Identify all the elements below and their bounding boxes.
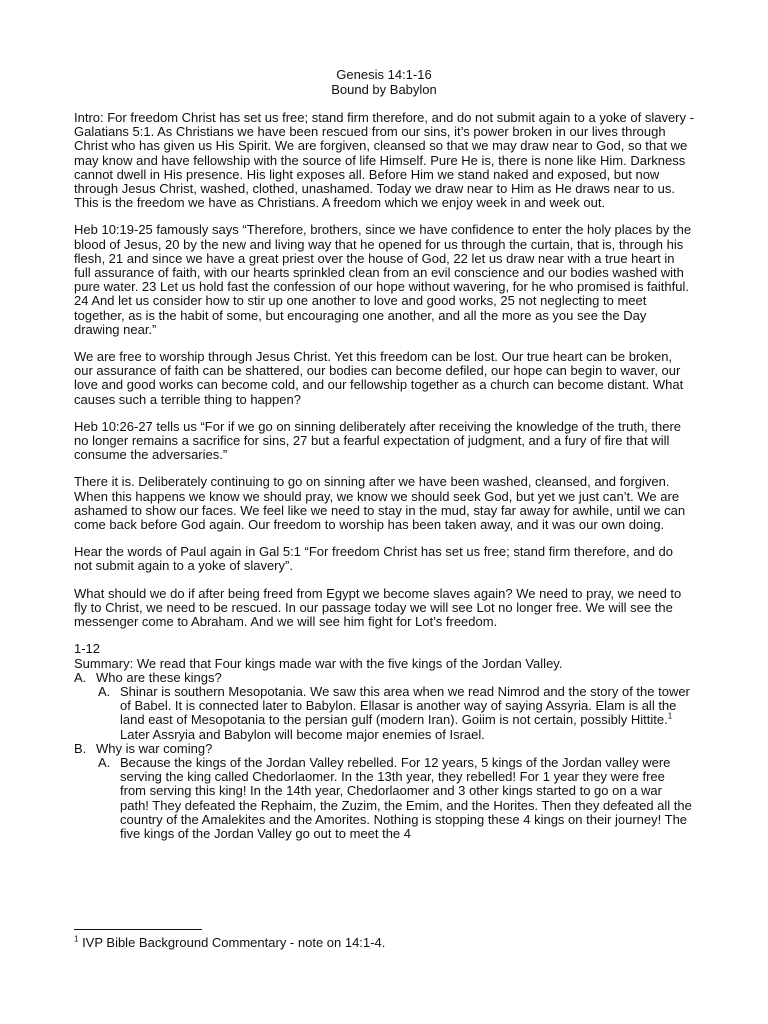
outline-heading: Who are these kings? (96, 669, 222, 685)
summary-line: Summary: We read that Four kings made war with the five kings of the Jordan Valley. (74, 655, 563, 671)
outline-item (74, 742, 694, 756)
footnote-divider (74, 929, 202, 930)
footnote-text: IVP Bible Background Commentary - note on 14:1-4. (78, 935, 386, 950)
outline-item (74, 671, 694, 685)
footnote-marker: 1 (74, 934, 79, 944)
footnote (74, 935, 385, 950)
document-subtitle: Bound by Babylon (331, 82, 437, 97)
section-label: 1-12 (74, 641, 101, 657)
body-paragraph: Hear the words of Paul again in Gal 5:1 “For freedom Christ has set us free; stand firm therefore, and do not submit again to a yoke of slavery”. (74, 544, 674, 574)
outline-marker: A. (98, 683, 111, 699)
outline-marker: A. (74, 669, 87, 685)
outline-subitem (74, 756, 694, 841)
outline-heading: Why is war coming? (96, 740, 213, 756)
outline-subitem-text-continued: Later Assryia and Babylon will become major enemies of Israel. (120, 726, 485, 742)
body-paragraph: What should we do if after being freed from Egypt we become slaves again? We need to pray, we need to fly to Christ, we need to be rescued. In our passage today we will see Lot no longer free. We will see the messenger come to Abraham. And we will see him fight for Lot’s freedom. (74, 585, 682, 630)
body-paragraph: Heb 10:19-25 famously says “Therefore, brothers, since we have confidence to enter the holy places by the blood of Jesus, 20 by the new and living way that he opened for us through the curtain, that is, through his flesh, 21 and since we have a great priest over the house of God, 22 let us draw near with a true heart in full assurance of faith, with our hearts sprinkled clean from an evil conscience and our bodies washed with pure water. 23 Let us hold fast the confession of our hope without wavering, for he who promised is faithful. 24 And let us consider how to stir up one another to love and good works, 25 not neglecting to meet together, as is the habit of some, but encouraging one another, and all the more as you see the Day drawing near.” (74, 222, 692, 337)
intro-paragraph: Intro: For freedom Christ has set us free; stand firm therefore, and do not submit again to a yoke of slavery - Galatians 5:1. As Christians we have been rescued from our sins, it’s power broken in our lives through Christ who has given us His Spirit. We are forgiven, cleansed so that we may draw near to God, so that we may know and have fellowship with the source of life Himself. Pure He is, there is none like Him. Darkness cannot dwell in His presence. His light exposes all. Before Him we stand naked and exposed, but now through Jesus Christ, washed, clothed, unashamed. Today we draw near to Him as He draws near to us. This is the freedom we have as Christians. A freedom which we enjoy week in and week out. (74, 110, 694, 211)
footnote-reference[interactable]: 1 (667, 711, 673, 721)
outline-subitem-text: Because the kings of the Jordan Valley rebelled. For 12 years, 5 kings of the Jordan valley were serving the king called Chedorlaomer. In the 13th year, they rebelled! For 1 year they were free from serving this king! In the 14th year, Chedorlaomer and 3 other kings started to go on a war path! They defeated the Rephaim, the Zuzim, the Emim, and the Horites. Then they defeated all the country of the Amalekites and the Amorites. Nothing is stopping these 4 kings on their journey! The five kings of the Jordan Valley go out to meet the 4 (120, 754, 692, 841)
outline-marker: B. (74, 740, 87, 756)
body-paragraph: Heb 10:26-27 tells us “For if we go on sinning deliberately after receiving the knowledge of the truth, there no longer remains a sacrifice for sins, 27 but a fearful expectation of judgment, and a fury of fire that will consume the adversaries.” (74, 418, 682, 463)
outline-marker: A. (98, 754, 111, 770)
outline-subitem (74, 685, 694, 742)
outline-subitem-text: Shinar is southern Mesopotania. We saw this area when we read Nimrod and the story of the tower of Babel. It is connected later to Babylon. Ellasar is another way of saying Assyria. Elam is all the land east of Mesopotania to the persian gulf (modern Iran). Goiim is not certain, possibly Hittite. (120, 683, 690, 728)
outline-list (74, 671, 694, 841)
body-paragraph: There it is. Deliberately continuing to go on sinning after we have been washed, cleansed, and forgiven. When this happens we know we should pray, we know we should seek God, but yet we just can’t. We are ashamed to show our faces. We feel like we need to stay in the mud, stay far away for awhile, until we can come back before God again. Our freedom to worship has been taken away, and it was our own doing. (74, 474, 686, 533)
body-paragraph: We are free to worship through Jesus Christ. Yet this freedom can be lost. Our true heart can be broken, our assurance of faith can be shattered, our bodies can become defiled, our hope can begin to waver, our love and good works can become cold, and our fellowship together as a church can become distant. What causes such a terrible thing to happen? (74, 349, 684, 407)
document-title: Genesis 14:1-16 (336, 67, 432, 82)
